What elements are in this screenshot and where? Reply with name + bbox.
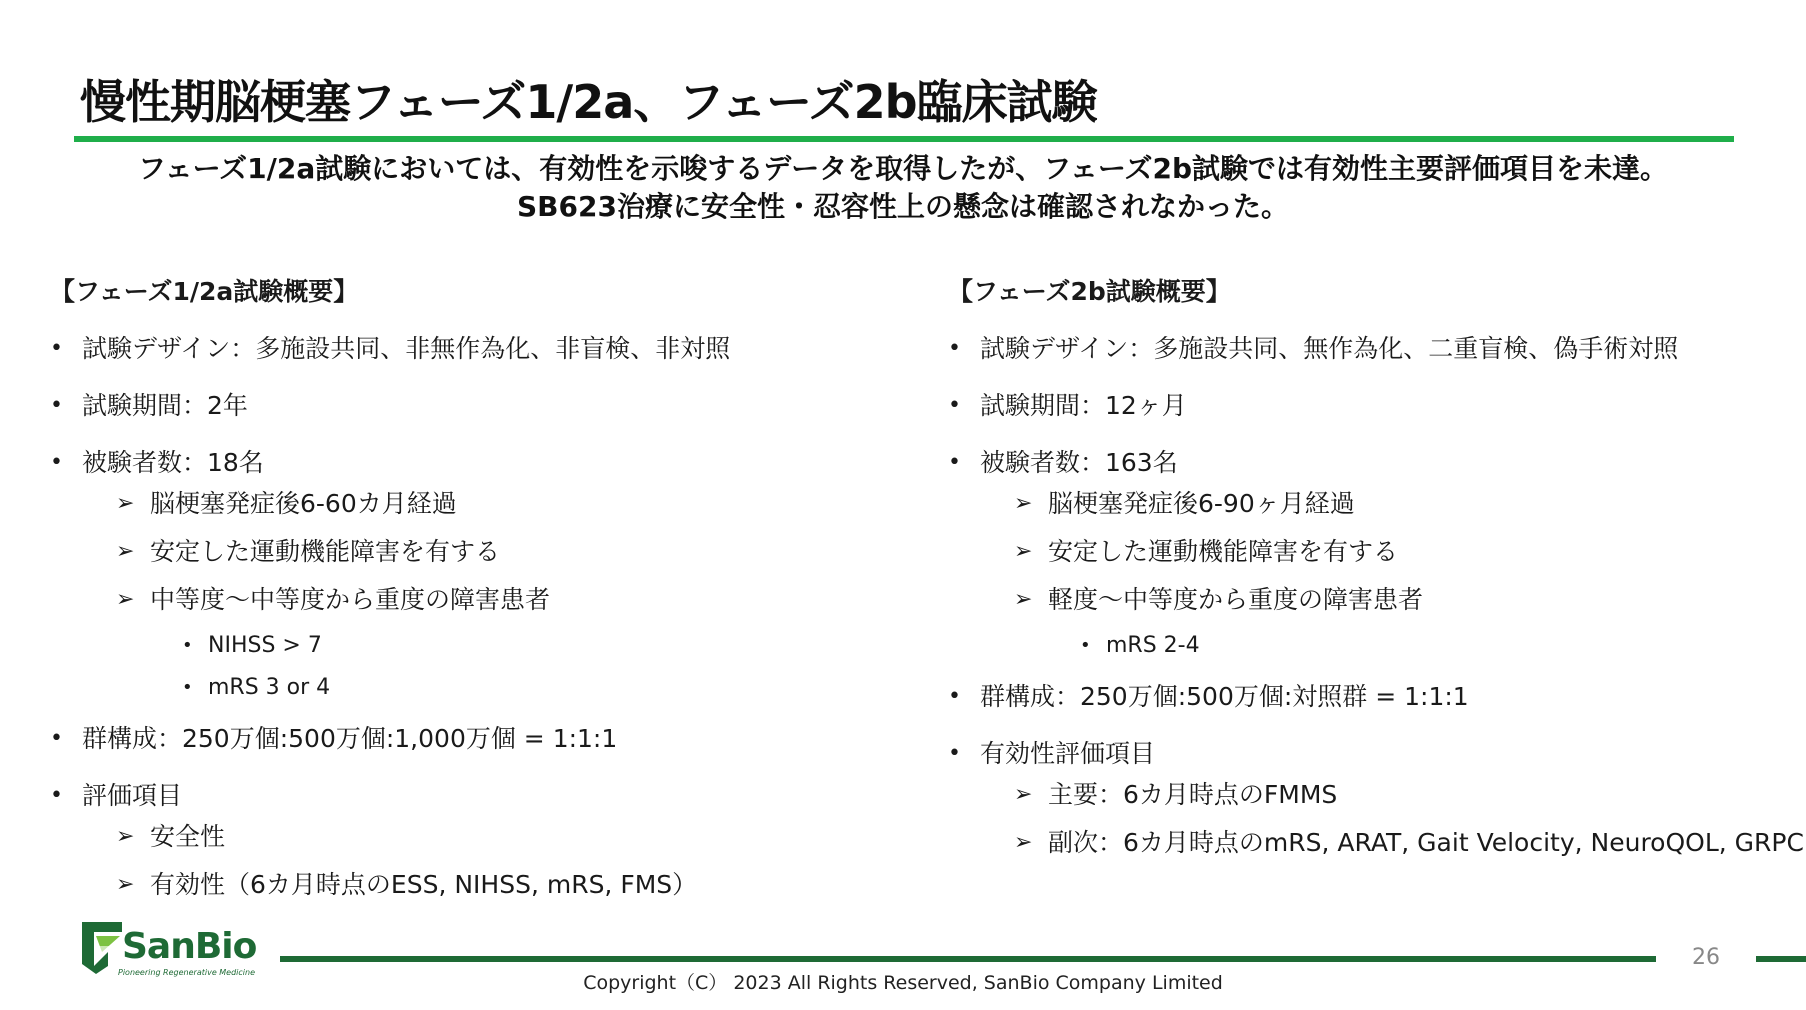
right-score-item: • mRS 2-4 <box>948 626 1798 674</box>
left-score-item: • mRS 3 or 4 <box>50 668 910 716</box>
copyright-text: Copyright（C） 2023 All Rights Reserved, SanBio Company Limited <box>583 972 1223 994</box>
left-heading: 【フェーズ1/2a試験概要】 <box>50 277 359 306</box>
right-endpoint-item: ➢ 副次：6カ月時点のmRS, ARAT, Gait Velocity, NeuroQOL, GRPC <box>948 821 1798 869</box>
left-score-item: • NIHSS > 7 <box>50 626 910 668</box>
phase-1-2a-overview <box>50 272 910 911</box>
right-groups: • 群構成：250万個:500万個:対照群 = 1:1:1 <box>948 674 1798 731</box>
left-endpoints: • 評価項目 <box>50 773 910 815</box>
left-criteria-item: ➢ 安定した運動機能障害を有する <box>50 530 910 578</box>
right-endpoints: • 有効性評価項目 <box>948 731 1798 773</box>
left-groups: • 群構成：250万個:500万個:1,000万個 = 1:1:1 <box>50 716 910 773</box>
right-period: • 試験期間：12ヶ月 <box>948 383 1798 440</box>
right-criteria-item: ➢ 脳梗塞発症後6-90ヶ月経過 <box>948 482 1798 530</box>
summary-text <box>0 150 1806 226</box>
logo-wordmark: SanBio <box>122 926 257 967</box>
summary-line-2: SB623治療に安全性・忍容性上の懸念は確認されなかった。 <box>517 190 1289 223</box>
footer-divider <box>280 956 1656 962</box>
left-criteria-item: ➢ 中等度～中等度から重度の障害患者 <box>50 578 910 626</box>
left-endpoint-item: ➢ 安全性 <box>50 815 910 863</box>
left-subjects: • 被験者数：18名 <box>50 440 910 482</box>
left-period: • 試験期間：2年 <box>50 383 910 440</box>
right-subjects: • 被験者数：163名 <box>948 440 1798 482</box>
left-endpoint-item: ➢ 有効性（6カ月時点のESS, NIHSS, mRS, FMS） <box>50 863 910 911</box>
summary-line-1: フェーズ1/2a試験においては、有効性を示唆するデータを取得したが、フェーズ2b試験では有効性主要評価項目を未達。 <box>137 152 1669 185</box>
left-design: • 試験デザイン：多施設共同、非無作為化、非盲検、非対照 <box>50 326 910 383</box>
slide-title: 慢性期脳梗塞フェーズ1/2a、フェーズ2b臨床試験 <box>80 75 1097 129</box>
footer-divider-right <box>1756 956 1806 962</box>
title-divider <box>74 136 1734 142</box>
right-criteria-item: ➢ 安定した運動機能障害を有する <box>948 530 1798 578</box>
left-criteria-item: ➢ 脳梗塞発症後6-60カ月経過 <box>50 482 910 530</box>
sanbio-mark-icon <box>82 922 122 974</box>
right-design: • 試験デザイン：多施設共同、無作為化、二重盲検、偽手術対照 <box>948 326 1798 383</box>
right-criteria-item: ➢ 軽度～中等度から重度の障害患者 <box>948 578 1798 626</box>
right-endpoint-item: ➢ 主要：6カ月時点のFMMS <box>948 773 1798 821</box>
page-number: 26 <box>1692 945 1720 970</box>
phase-2b-overview <box>948 272 1804 869</box>
logo-tagline: Pioneering Regenerative Medicine <box>118 968 256 977</box>
right-heading: 【フェーズ2b試験概要】 <box>948 277 1231 306</box>
